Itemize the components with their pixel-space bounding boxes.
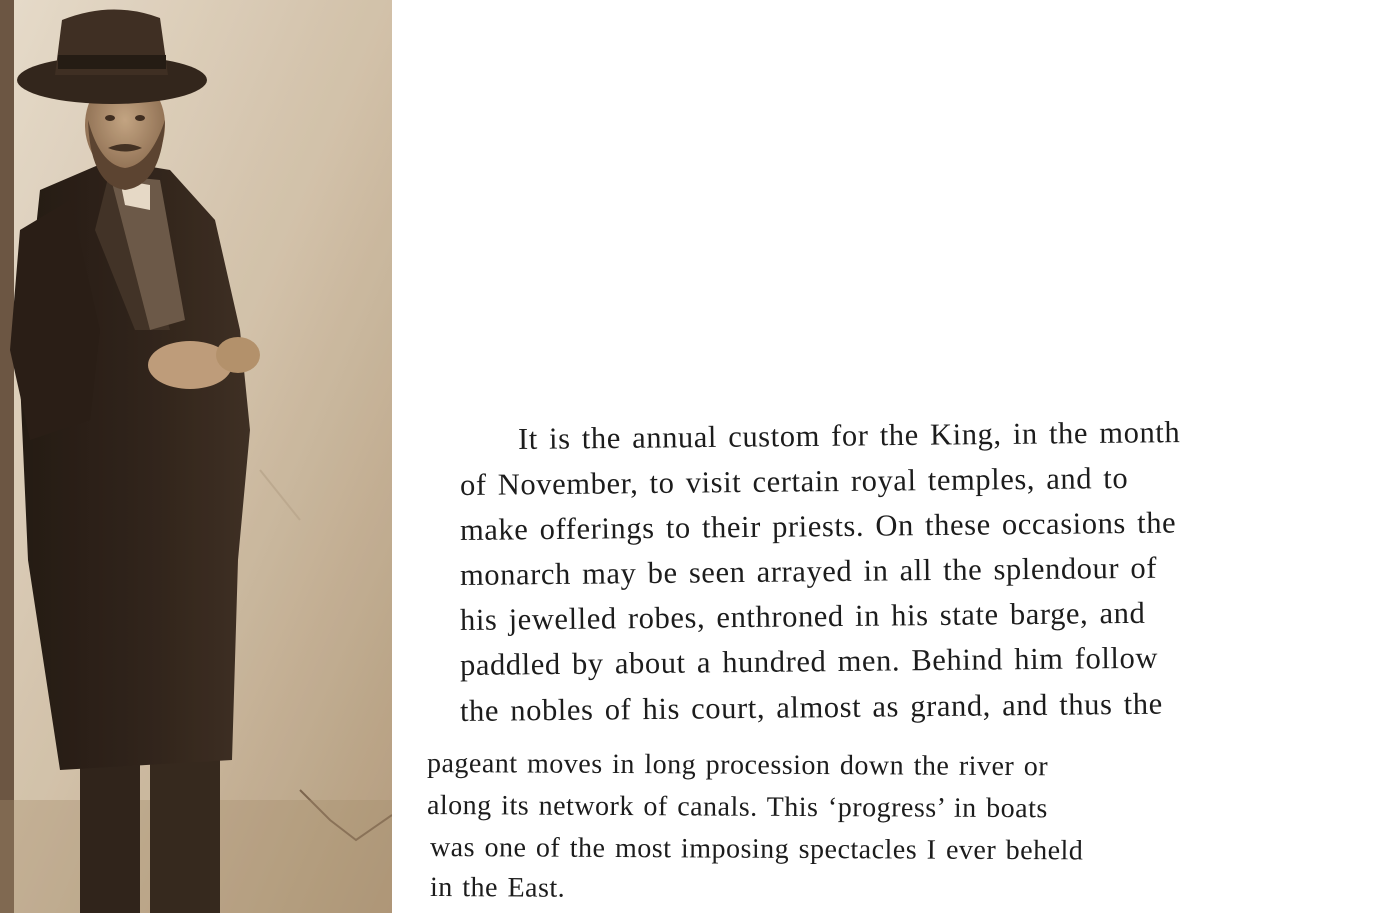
passage-line: along its network of canals. This ‘progress’ in boats (426, 790, 1048, 825)
passage-line: of November, to visit certain royal temples, and to (459, 461, 1129, 502)
passage-line: the nobles of his court, almost as grand, and thus the (459, 686, 1163, 728)
passage-line: paddled by about a hundred men. Behind him follow (459, 640, 1159, 682)
passage-line: It is the annual custom for the King, in the month (517, 415, 1181, 456)
passage-line: make offerings to their priests. On these occasions the (459, 505, 1177, 547)
passage-line: pageant moves in long procession down the river or (426, 748, 1049, 783)
passage-line: in the East. (429, 872, 566, 904)
passage-line: monarch may be seen arrayed in all the splendour of (459, 550, 1158, 592)
passage-line: his jewelled robes, enthroned in his state barge, and (459, 595, 1146, 637)
passage-line: was one of the most imposing spectacles I ever beheld (429, 832, 1084, 867)
